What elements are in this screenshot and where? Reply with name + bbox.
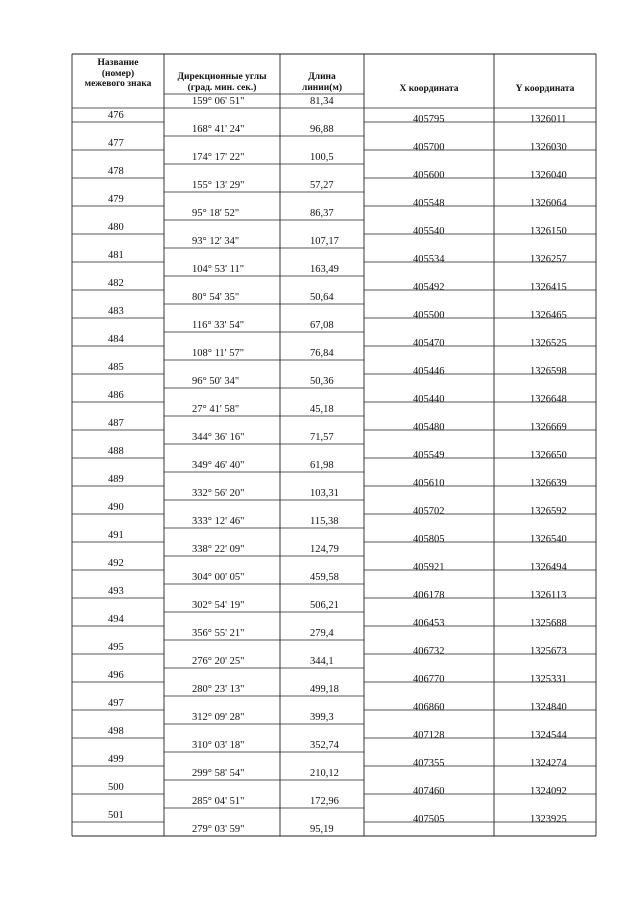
y-coordinate: 1326598 [530,366,567,377]
x-coordinate: 405549 [413,450,445,461]
segment-length: 352,74 [310,740,339,751]
segment-length: 86,37 [310,208,334,219]
point-name: 501 [108,810,124,821]
point-name: 480 [108,222,124,233]
y-coordinate: 1326648 [530,394,567,405]
segment-length: 103,31 [310,488,339,499]
y-coordinate: 1326257 [530,254,567,265]
y-coordinate: 1326030 [530,142,567,153]
y-coordinate: 1325688 [530,618,567,629]
segment-length: 107,17 [310,236,339,247]
point-name: 482 [108,278,124,289]
segment-angle: 27° 41' 58" [192,404,240,415]
segment-length: 57,27 [310,180,334,191]
x-coordinate: 405921 [413,562,445,573]
segment-length: 172,96 [310,796,339,807]
y-coordinate: 1326064 [530,198,567,209]
y-coordinate: 1326150 [530,226,567,237]
segment-angle: 285° 04' 51" [192,796,245,807]
point-name: 477 [108,138,124,149]
x-coordinate: 405795 [413,114,445,125]
segment-angle: 279° 03' 59" [192,824,245,835]
segment-length: 279,4 [310,628,334,639]
segment-angle: 302° 54' 19" [192,600,245,611]
x-coordinate: 405540 [413,226,445,237]
segment-angle: 349° 46' 40" [192,460,245,471]
x-coordinate: 406770 [413,674,445,685]
segment-angle: 299° 58' 54" [192,768,245,779]
x-coordinate: 405480 [413,422,445,433]
segment-length: 100,5 [310,152,334,163]
y-coordinate: 1326415 [530,282,567,293]
y-coordinate: 1326650 [530,450,567,461]
point-name: 484 [108,334,124,345]
y-coordinate: 1326494 [530,562,567,573]
x-coordinate: 405600 [413,170,445,181]
x-coordinate: 405440 [413,394,445,405]
x-coordinate: 405534 [413,254,445,265]
segment-length: 96,88 [310,124,334,135]
segment-angle: 116° 33' 54" [192,320,244,331]
y-coordinate: 1325673 [530,646,567,657]
x-coordinate: 407460 [413,786,445,797]
segment-angle: 108° 11' 57" [192,348,244,359]
first-angle: 159° 06' 51" [192,96,245,107]
segment-length: 115,38 [310,516,339,527]
point-name: 492 [108,558,124,569]
point-name: 496 [108,670,124,681]
x-coordinate: 405492 [413,282,445,293]
y-coordinate: 1326592 [530,506,567,517]
x-coordinate: 407355 [413,758,445,769]
y-coordinate: 1326639 [530,478,567,489]
y-coordinate: 1326540 [530,534,567,545]
point-name: 487 [108,418,124,429]
y-coordinate: 1326113 [530,590,567,601]
segment-angle: 276° 20' 25" [192,656,245,667]
x-coordinate: 406178 [413,590,445,601]
first-length: 81,34 [310,96,334,107]
segment-length: 50,64 [310,292,334,303]
segment-length: 344,1 [310,656,334,667]
point-name: 478 [108,166,124,177]
point-name: 499 [108,754,124,765]
y-coordinate: 1324544 [530,730,567,741]
segment-length: 67,08 [310,320,334,331]
header-name: Название (номер) межевого знака [84,58,152,89]
segment-length: 45,18 [310,404,334,415]
y-coordinate: 1324274 [530,758,567,769]
x-coordinate: 405700 [413,142,445,153]
y-coordinate: 1323925 [530,814,567,825]
point-name: 490 [108,502,124,513]
y-coordinate: 1325331 [530,674,567,685]
segment-length: 61,98 [310,460,334,471]
point-name: 489 [108,474,124,485]
point-name: 483 [108,306,124,317]
point-name: 486 [108,390,124,401]
y-coordinate: 1324840 [530,702,567,713]
y-coordinate: 1324092 [530,786,567,797]
x-coordinate: 407505 [413,814,445,825]
x-coordinate: 405805 [413,534,445,545]
segment-angle: 93° 12' 34" [192,236,240,247]
segment-angle: 312° 09' 28" [192,712,245,723]
x-coordinate: 405702 [413,506,445,517]
segment-length: 76,84 [310,348,334,359]
segment-length: 459,58 [310,572,339,583]
segment-angle: 280° 23' 13" [192,684,245,695]
y-coordinate: 1326040 [530,170,567,181]
segment-length: 124,79 [310,544,339,555]
segment-angle: 338° 22' 09" [192,544,245,555]
segment-length: 50,36 [310,376,334,387]
point-name: 493 [108,586,124,597]
y-coordinate: 1326669 [530,422,567,433]
point-name: 498 [108,726,124,737]
point-name: 491 [108,530,124,541]
x-coordinate: 405548 [413,198,445,209]
segment-angle: 344° 36' 16" [192,432,245,443]
point-name: 500 [108,782,124,793]
x-coordinate: 406732 [413,646,445,657]
y-coordinate: 1326465 [530,310,567,321]
header-y: Y координата [515,84,575,94]
point-name: 479 [108,194,124,205]
header-x: X координата [399,84,459,94]
x-coordinate: 406860 [413,702,445,713]
segment-angle: 104° 53' 11" [192,264,244,275]
segment-angle: 80° 54' 35" [192,292,240,303]
x-coordinate: 405610 [413,478,445,489]
y-coordinate: 1326525 [530,338,567,349]
point-name: 485 [108,362,124,373]
segment-angle: 174° 17' 22" [192,152,245,163]
segment-length: 499,18 [310,684,339,695]
segment-length: 163,49 [310,264,339,275]
point-name: 481 [108,250,124,261]
segment-angle: 332° 56' 20" [192,488,245,499]
segment-length: 210,12 [310,768,339,779]
x-coordinate: 406453 [413,618,445,629]
segment-length: 506,21 [310,600,339,611]
segment-angle: 155° 13' 29" [192,180,245,191]
header-angle: Дирекционные углы (град. мин. сек.) [177,72,267,93]
segment-angle: 304° 00' 05" [192,572,245,583]
segment-angle: 96° 50' 34" [192,376,240,387]
segment-angle: 356° 55' 21" [192,628,245,639]
segment-angle: 333° 12' 46" [192,516,245,527]
x-coordinate: 405446 [413,366,445,377]
segment-angle: 168° 41' 24" [192,124,245,135]
x-coordinate: 405500 [413,310,445,321]
point-name: 497 [108,698,124,709]
segment-angle: 95° 18' 52" [192,208,240,219]
point-name: 488 [108,446,124,457]
segment-length: 399,3 [310,712,334,723]
point-name: 495 [108,642,124,653]
segment-length: 95,19 [310,824,334,835]
header-length: Длина линии(м) [301,72,343,93]
x-coordinate: 407128 [413,730,445,741]
point-name: 494 [108,614,124,625]
segment-length: 71,57 [310,432,334,443]
x-coordinate: 405470 [413,338,445,349]
point-name: 476 [108,110,124,121]
segment-angle: 310° 03' 18" [192,740,245,751]
y-coordinate: 1326011 [530,114,567,125]
